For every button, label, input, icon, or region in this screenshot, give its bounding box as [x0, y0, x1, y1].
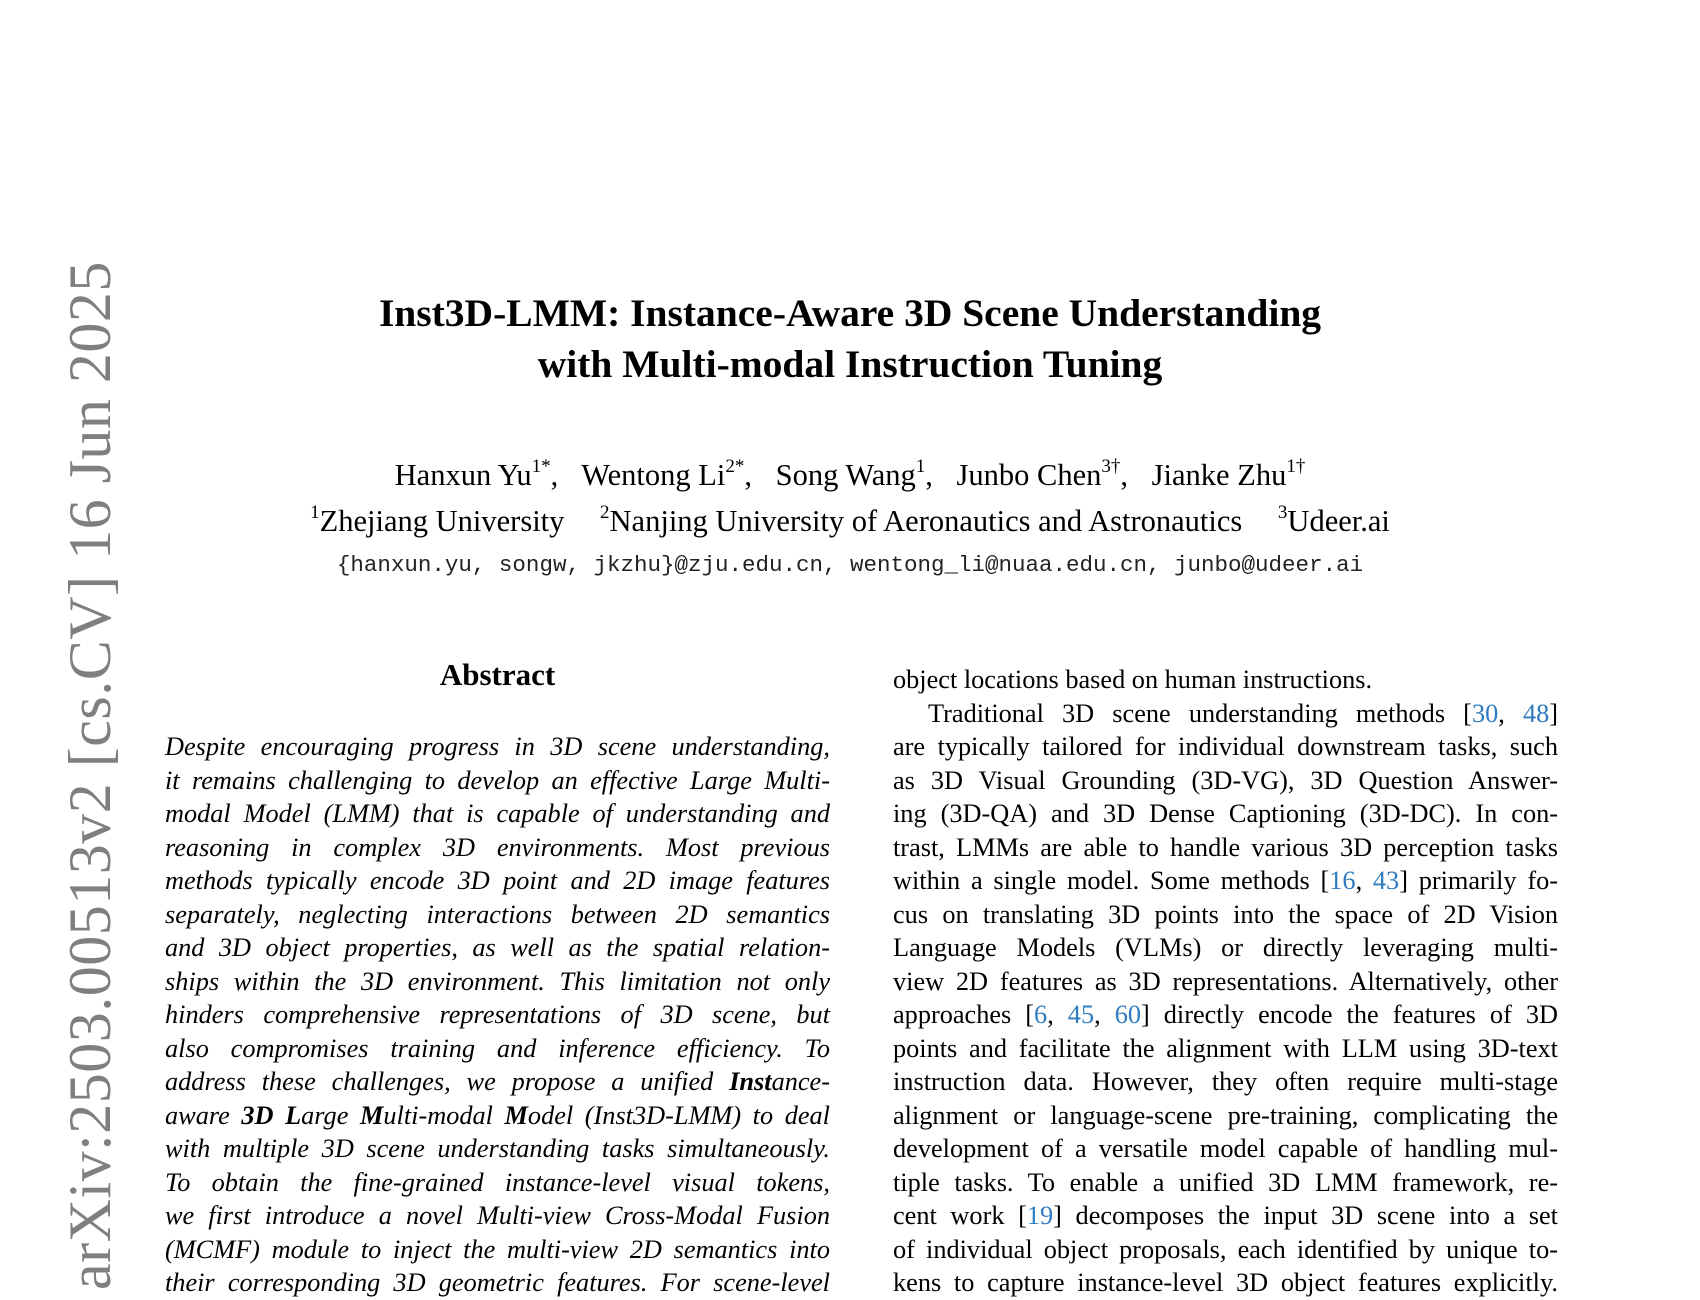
citation-link[interactable]: 30	[1471, 698, 1499, 728]
intro-line: within a single model. Some methods [16, 43] primarily fo-	[893, 866, 1558, 895]
intro-line: tiple tasks. To enable a unified 3D LMM framework, re-	[893, 1167, 1558, 1197]
abstract-line: it remains challenging to develop an effective Large Multi-	[165, 765, 830, 795]
citation-link[interactable]: 48	[1522, 698, 1550, 728]
abstract-line: hinders comprehensive representations of 3D scene, but	[165, 1000, 830, 1029]
title-line-2: with Multi-modal Instruction Tuning	[537, 342, 1163, 386]
citation-link[interactable]: 60	[1114, 1000, 1141, 1029]
abstract-line: we first introduce a novel Multi-view Cross-Modal Fusion	[165, 1201, 830, 1230]
intro-line: points and facilitate the alignment with LLM using 3D-text	[893, 1033, 1558, 1063]
abstract-heading: Abstract	[439, 657, 556, 692]
intro-line: cent work [19] decomposes the input 3D scene into a set	[893, 1201, 1558, 1230]
author: Jianke Zhu$^{1\dagger}$	[1151, 456, 1306, 492]
affiliation: $^2$Nanjing University of Aeronautics and Astronautics	[600, 502, 1243, 538]
title-line-1: Inst3D-LMM: Instance-Aware 3D Scene Understanding	[378, 291, 1322, 335]
intro-line: kens to capture instance-level 3D object features explicitly.	[893, 1268, 1558, 1297]
abstract-line: methods typically encode 3D point and 2D image features	[165, 866, 830, 895]
abstract-line: also compromises training and inference efficiency. To	[165, 1033, 830, 1063]
abstract-line: Despite encouraging progress in 3D scene understanding,	[165, 732, 830, 761]
intro-line: object locations based on human instructions.	[893, 665, 1373, 694]
author: Wentong $Li^{2*}$,	[581, 456, 752, 492]
abstract-line: and 3D object properties, as well as the spatial relation-	[165, 933, 830, 962]
intro-line: cus on translating 3D points into the space of 2D Vision	[893, 899, 1558, 929]
abstract-line: their corresponding 3D geometric features. For scene-level	[165, 1268, 830, 1297]
abstract-line: To obtain the fine-grained instance-level visual tokens,	[165, 1167, 830, 1197]
abstract-line: address these challenges, we propose a unified Instance-	[165, 1067, 830, 1096]
intro-line: view 2D features as 3D representations. Alternatively, other	[893, 966, 1558, 996]
abstract-line: reasoning in complex 3D environments. Most previous	[165, 832, 830, 862]
abstract-line: ships within the 3D environment. This limitation not only	[165, 966, 830, 996]
citation-link[interactable]: 43	[1372, 866, 1400, 895]
intro-line: instruction data. However, they often require multi-stage	[893, 1067, 1558, 1096]
intro-line: trast, LMMs are able to handle various 3D perception tasks	[893, 832, 1558, 862]
abstract-line: separately, neglecting interactions between 2D semantics	[165, 899, 830, 929]
abstract-line: with multiple 3D scene understanding tasks simultaneously.	[165, 1134, 830, 1163]
intro-line: of individual object proposals, each identified by unique to-	[893, 1234, 1558, 1264]
intro-line: as 3D Visual Grounding (3D-VG), 3D Question Answer-	[893, 765, 1558, 795]
intro-line: approaches [6, 45, 60] directly encode the features of 3D	[893, 1000, 1558, 1029]
intro-line: ing (3D-QA) and 3D Dense Captioning (3D-DC). In con-	[893, 799, 1558, 828]
author: Song Wang$^1$,	[775, 456, 933, 492]
affiliation-list	[0, 501, 1700, 546]
affiliation: $^3$Udeer.ai	[1277, 502, 1390, 538]
intro-line: Traditional 3D scene understanding methods [30, 48]	[928, 698, 1558, 728]
abstract-line: modal Model (LMM) that is capable of understanding and	[165, 799, 830, 828]
citation-link[interactable]: 45	[1067, 1000, 1095, 1029]
citation-link[interactable]: 16	[1329, 866, 1356, 895]
arxiv-identifier-stamp: arXiv:2503.00513v2 [cs.CV] 16 Jun 2025	[57, 261, 123, 1290]
citation-link[interactable]: 6	[1034, 1000, 1048, 1029]
author-emails: {hanxun.yu, songw, jkzhu}@zju.edu.cn, wentong_li@nuaa.edu.cn, junbo@udeer.ai	[336, 552, 1364, 578]
author-list	[0, 455, 1700, 500]
citation-link[interactable]: 19	[1026, 1201, 1054, 1230]
intro-line: Language Models (VLMs) or directly leveraging multi-	[893, 933, 1558, 962]
author: Junbo Chen$^{3\dagger}$,	[956, 456, 1129, 492]
abstract-body	[165, 730, 830, 1300]
introduction-body	[893, 663, 1558, 1300]
intro-line: development of a versatile model capable of handling mul-	[893, 1134, 1558, 1163]
author: Hanxun $Yu^{1*}$,	[394, 456, 559, 492]
abstract-line: aware 3D Large Multi-modal Model (Inst3D-LMM) to deal	[165, 1100, 830, 1130]
intro-line: are typically tailored for individual downstream tasks, such	[893, 732, 1558, 761]
abstract-line: (MCMF) module to inject the multi-view 2D semantics into	[165, 1234, 830, 1264]
affiliation: $^1$Zhejiang University	[310, 502, 565, 538]
paper-title	[0, 288, 1700, 390]
intro-line: alignment or language-scene pre-training, complicating the	[893, 1100, 1558, 1130]
